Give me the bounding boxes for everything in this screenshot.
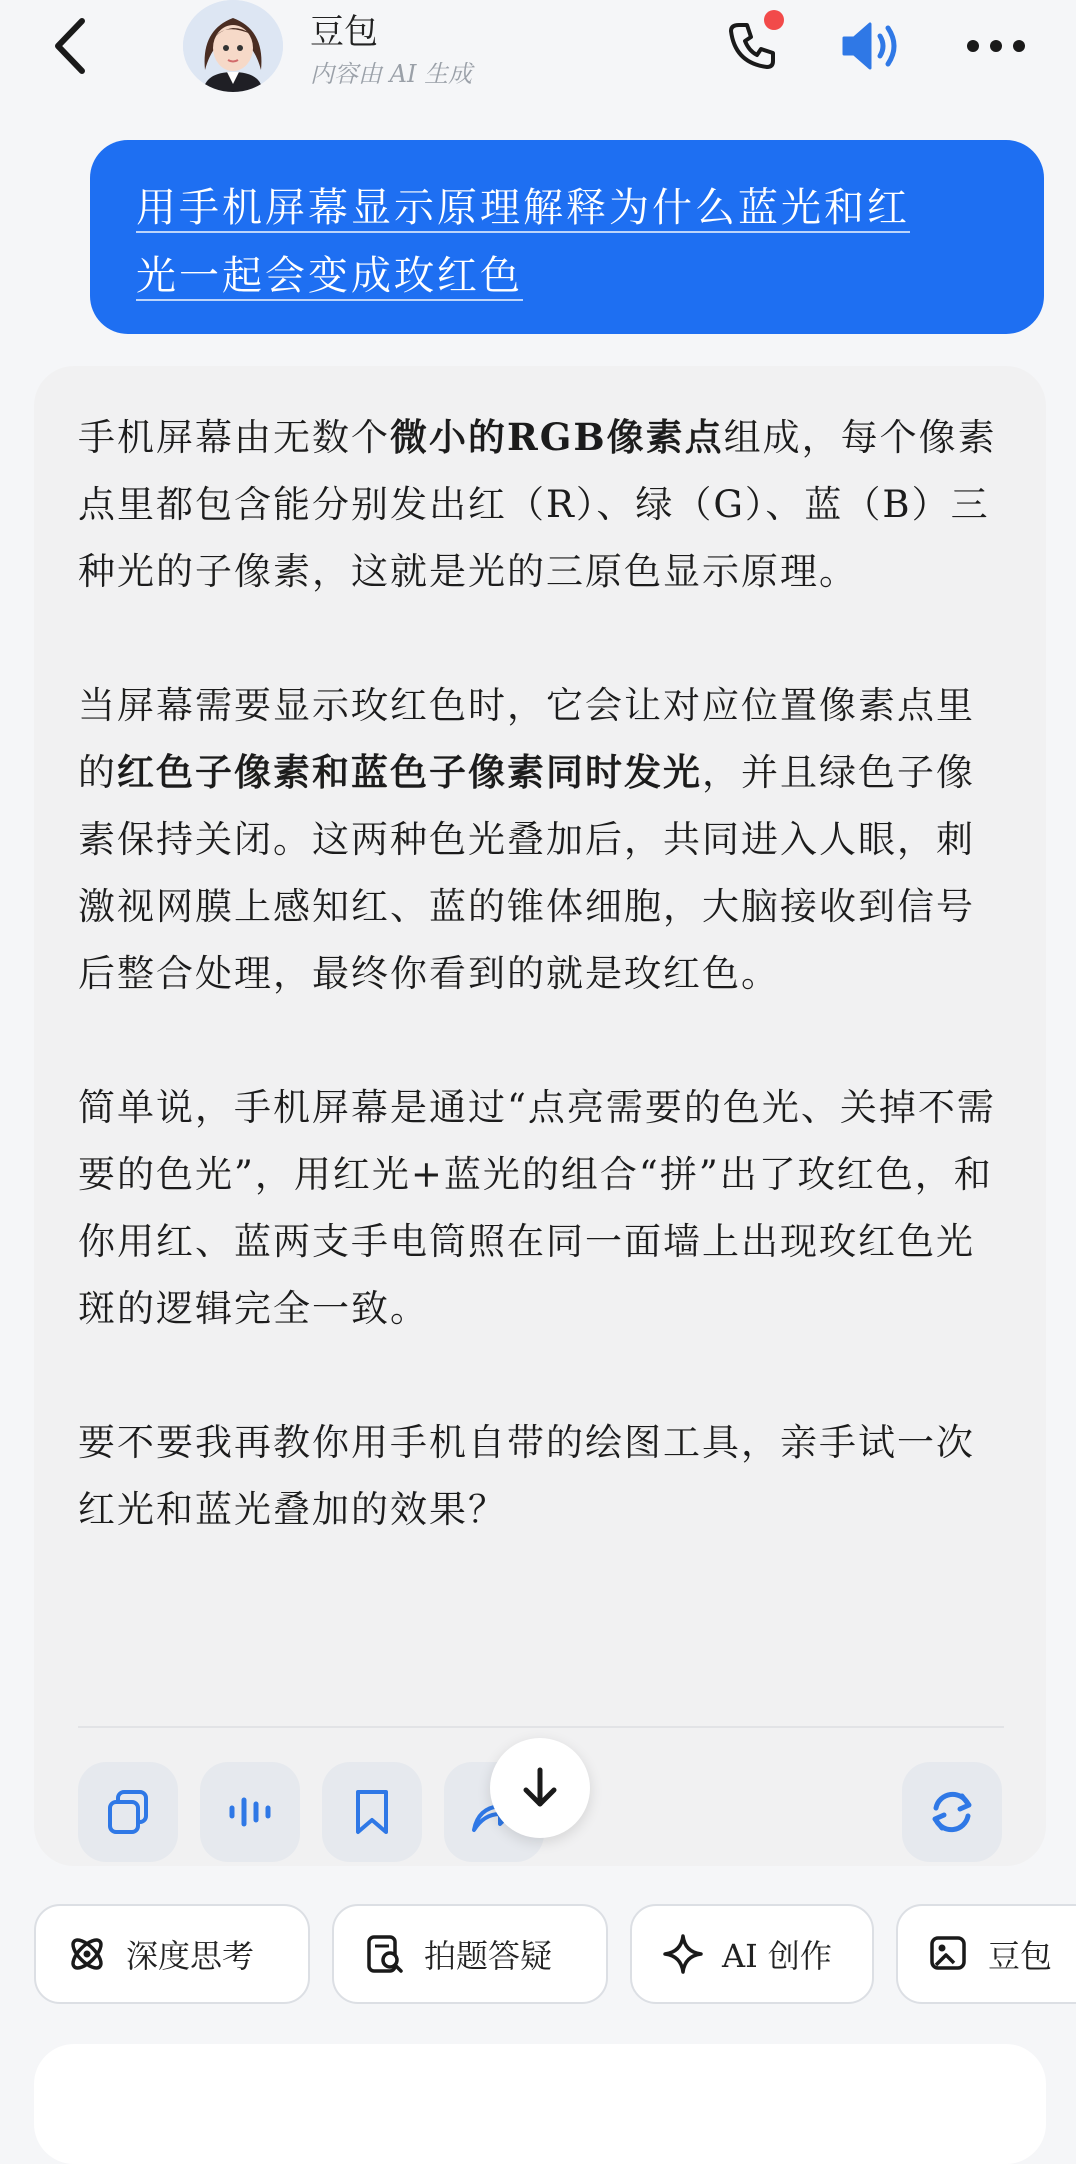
text-span: 手机屏幕由无数个 — [78, 416, 390, 459]
user-message-line2: 光一起会变成玫红色 — [136, 253, 523, 299]
arrow-down-icon — [520, 1766, 560, 1810]
sound-wave-icon — [226, 1792, 274, 1832]
avatar[interactable] — [183, 0, 283, 92]
copy-button[interactable] — [78, 1762, 178, 1862]
back-button[interactable] — [40, 16, 100, 76]
bold-span: 红色子像素和蓝色子像素同时发光 — [117, 750, 702, 794]
bookmark-button[interactable] — [322, 1762, 422, 1862]
more-button[interactable] — [964, 14, 1028, 78]
chip-label: 深度思考 — [126, 1937, 255, 1975]
chip-ai-creation[interactable] — [630, 1904, 874, 2004]
text-span: 当屏幕需要显示玫红色时，它会让对应位置像素点里的 — [78, 684, 975, 794]
user-message-bubble[interactable] — [90, 140, 1044, 334]
read-aloud-button[interactable] — [200, 1762, 300, 1862]
sparkle-icon — [662, 1933, 704, 1975]
notification-dot — [764, 10, 784, 30]
speaker-icon — [840, 18, 904, 74]
chevron-left-icon — [50, 17, 90, 75]
bold-span: 微小的RGB像素点 — [390, 415, 724, 459]
divider — [78, 1726, 1004, 1728]
answer-paragraph: 要不要我再教你用手机自带的绘图工具，亲手试一次红光和蓝光叠加的效果？ — [78, 1421, 975, 1531]
text-span: ，并且绿色子像素保持关闭。这两种色光叠加后，共同进入人眼，刺激视网膜上感知红、蓝的锥体细胞，大脑接收到信号后整合处理，最终你看到的就是玫红色。 — [78, 751, 975, 995]
message-input-bar[interactable] — [34, 2044, 1046, 2164]
call-button[interactable] — [720, 14, 784, 78]
chat-header — [0, 0, 1076, 120]
text-span: 组成，每个像素点里都包含能分别发出红（R）、绿（G）、蓝（B）三种光的子像素，这就是光的三原色显示原理。 — [78, 416, 997, 593]
quick-actions-bar — [0, 1900, 1076, 2010]
regenerate-button[interactable] — [902, 1762, 1002, 1862]
scroll-to-bottom-button[interactable] — [490, 1738, 590, 1838]
bot-name: 豆包 — [310, 12, 378, 52]
more-dots-icon — [966, 39, 1026, 53]
chip-label: 豆包 — [988, 1937, 1053, 1975]
answer-paragraph — [78, 404, 998, 605]
speaker-button[interactable] — [840, 14, 904, 78]
chip-photo-question[interactable] — [332, 1904, 608, 2004]
answer-paragraph: 简单说，手机屏幕是通过“点亮需要的色光、关掉不需要的色光”，用红光+蓝光的组合“拼”出了玫红色，和你用红、蓝两支手电筒照在同一面墙上出现玫红色光斑的逻辑完全一致。 — [78, 1086, 996, 1330]
copy-icon — [104, 1788, 152, 1836]
answer-paragraph — [78, 672, 998, 1007]
bookmark-icon — [352, 1788, 392, 1836]
refresh-icon — [926, 1786, 978, 1838]
user-message-line1: 用手机屏幕显示原理解释为什么蓝光和红 — [136, 185, 910, 231]
image-edit-icon — [928, 1933, 970, 1975]
answer-text — [78, 404, 998, 1610]
ai-generated-note: 内容由 AI 生成 — [310, 60, 473, 88]
scan-question-icon — [364, 1933, 406, 1975]
chip-doubao-image[interactable] — [896, 1904, 1076, 2004]
chip-label: AI 创作 — [722, 1937, 832, 1975]
chip-deep-thinking[interactable] — [34, 1904, 310, 2004]
chip-label: 拍题答疑 — [424, 1937, 553, 1975]
atom-icon — [66, 1933, 108, 1975]
avatar-girl-icon — [183, 0, 283, 92]
